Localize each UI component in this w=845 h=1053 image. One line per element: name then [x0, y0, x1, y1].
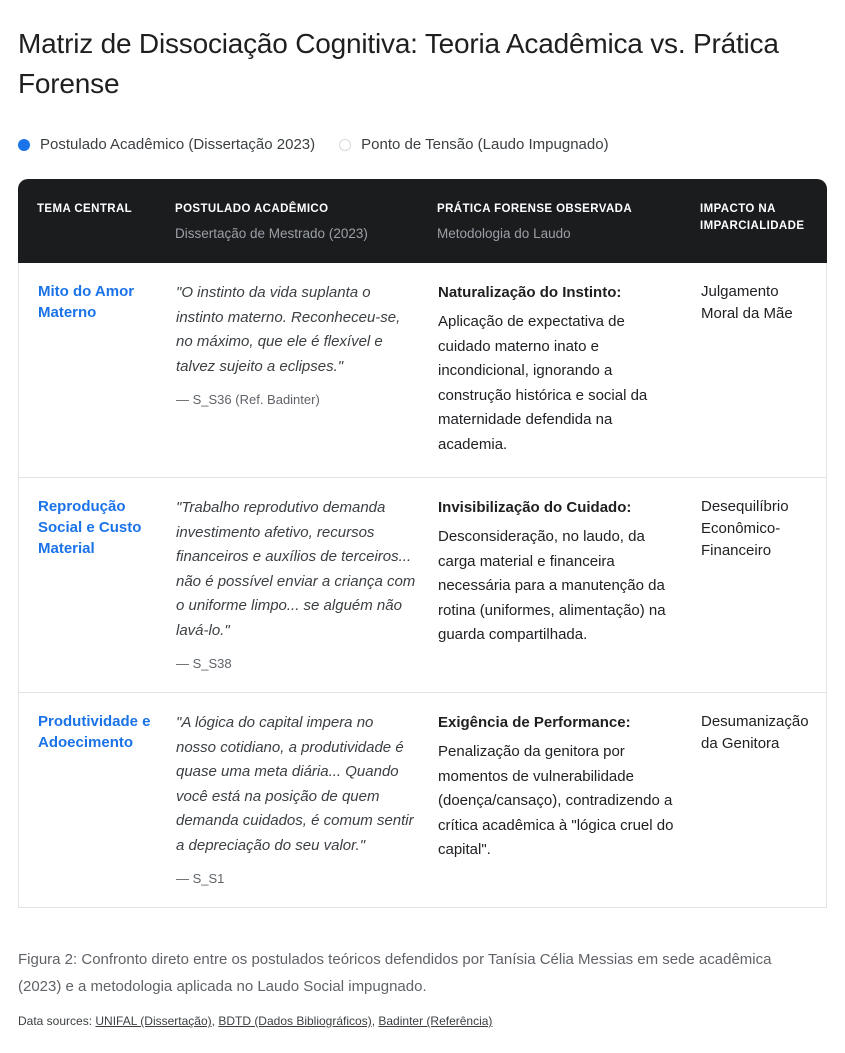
- impact-cell: [701, 711, 808, 887]
- pratica-cell: [438, 281, 701, 457]
- page-title: Matriz de Dissociação Cognitiva: Teoria Acadêmica vs. Prática Forense: [18, 28, 779, 99]
- practice-title: Exigência de Performance:: [438, 714, 631, 731]
- practice-body: Aplicação de expectativa de cuidado materno inato e incondicional, ignorando a construção histórica e social da maternidade defendida na academia.: [438, 313, 648, 453]
- legend: [18, 136, 827, 153]
- quote-source: — S_S36 (Ref. Badinter): [176, 392, 320, 407]
- academic-quote: "A lógica do capital impera no nosso cotidiano, a produtividade é quase uma meta diária... Quando você está na posição de quem demanda cuidados, é comum sentir a depreciação do seu valor.": [176, 714, 414, 854]
- data-sources-label: Data sources:: [18, 1014, 93, 1028]
- quote-source: — S_S38: [176, 656, 232, 671]
- practice-body: Penalização da genitora por momentos de vulnerabilidade (doença/cansaço), contradizendo a crítica acadêmica à "lógica cruel do capital".: [438, 743, 674, 858]
- practice-title: Invisibilização do Cuidado:: [438, 499, 632, 516]
- column-header-pratica: PRÁTICA FORENSE OBSERVADA Metodologia do Laudo: [437, 203, 633, 241]
- separator-text: ,: [371, 1014, 379, 1028]
- table-row: [19, 477, 826, 692]
- theme-link[interactable]: Reprodução Social e Custo Material: [38, 498, 142, 557]
- source-link-unifal[interactable]: UNIFAL (Dissertação): [95, 1014, 212, 1028]
- pratica-cell: [438, 711, 701, 887]
- theme-cell: [38, 496, 176, 672]
- table-body: [18, 263, 827, 908]
- postulado-cell: [176, 711, 438, 887]
- column-header-tema: TEMA CENTRAL: [37, 203, 133, 215]
- data-sources: [18, 1013, 827, 1029]
- theme-link[interactable]: Mito do Amor Materno: [38, 283, 135, 321]
- column-header-impacto: IMPACTO NA IMPARCIALIDADE: [700, 203, 805, 232]
- column-header-postulado: POSTULADO ACADÊMICO Dissertação de Mestrado (2023): [175, 203, 368, 241]
- legend-item-postulado: [18, 136, 315, 153]
- filled-dot-icon: [18, 139, 30, 151]
- impact-label: Desequilíbrio Econômico-Financeiro: [701, 498, 789, 559]
- hollow-dot-icon: [339, 139, 351, 151]
- impact-label: Julgamento Moral da Mãe: [701, 283, 793, 322]
- practice-title: Naturalização do Instinto:: [438, 284, 622, 301]
- table-header-row: [18, 179, 827, 263]
- figure-caption: Figura 2: Confronto direto entre os postulados teóricos defendidos por Tanísia Célia Messias em sede acadêmica (2023) e a metodologia aplicada no Laudo Social impugnado.: [18, 951, 772, 995]
- quote-source: — S_S1: [176, 871, 225, 886]
- theme-cell: [38, 281, 176, 457]
- academic-quote: "O instinto da vida suplanta o instinto materno. Reconheceu-se, no máximo, que ele é flexível e talvez sujeito a eclipses.": [176, 284, 401, 375]
- impact-label: Desumanização da Genitora: [701, 713, 809, 752]
- academic-quote: "Trabalho reprodutivo demanda investimento afetivo, recursos financeiros e auxílios de terceiros... não é possível enviar a criança com o uniforme limpo... se alguém não lavá-lo.": [176, 499, 416, 639]
- theme-link[interactable]: Produtividade e Adoecimento: [38, 713, 151, 751]
- source-link-badinter[interactable]: Badinter (Referência): [378, 1014, 493, 1028]
- postulado-cell: [176, 496, 438, 672]
- table-row: [19, 692, 826, 907]
- dissociation-matrix-table: [18, 179, 827, 908]
- practice-body: Desconsideração, no laudo, da carga material e financeira necessária para a manutenção da rotina (uniformes, alimentação) na guarda compartilhada.: [438, 528, 666, 643]
- postulado-cell: [176, 281, 438, 457]
- separator-text: ,: [211, 1014, 219, 1028]
- impact-cell: [701, 281, 808, 457]
- impact-cell: [701, 496, 808, 672]
- pratica-cell: [438, 496, 701, 672]
- table-row: [19, 263, 826, 477]
- legend-label: Postulado Acadêmico (Dissertação 2023): [40, 136, 316, 153]
- theme-cell: [38, 711, 176, 887]
- source-link-bdtd[interactable]: BDTD (Dados Bibliográficos): [218, 1014, 372, 1028]
- legend-item-tensao: [339, 136, 608, 153]
- legend-label: Ponto de Tensão (Laudo Impugnado): [361, 136, 609, 153]
